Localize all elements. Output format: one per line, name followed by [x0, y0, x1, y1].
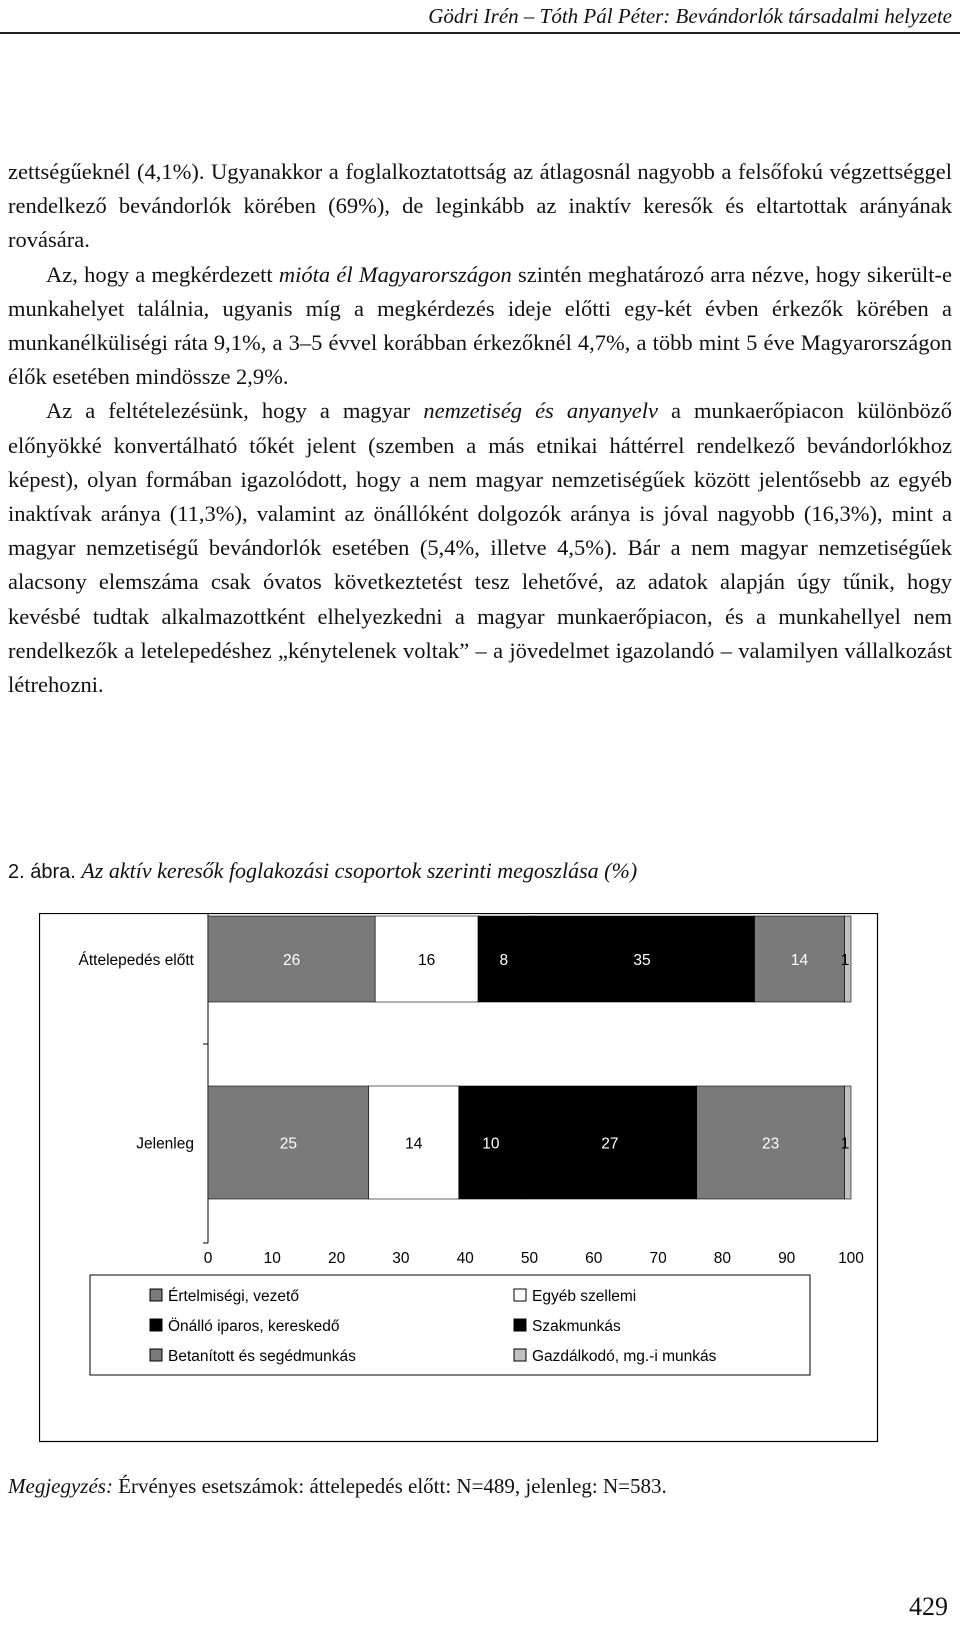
data-label: 8 — [499, 952, 509, 969]
data-label: 25 — [279, 1135, 297, 1153]
legend-swatch — [150, 1319, 162, 1331]
figure-title: Az aktív keresők foglakozási csoportok szerinti megoszlása (%) — [81, 858, 638, 883]
note-text: Érvényes esetszámok: áttelepedés előtt: N=489, jelenleg: N=583. — [112, 1474, 667, 1498]
x-tick-label: 60 — [585, 1250, 603, 1267]
x-tick-label: 80 — [713, 1250, 732, 1267]
legend-swatch — [514, 1349, 526, 1361]
page-number: 429 — [909, 1592, 948, 1621]
paragraph — [8, 394, 952, 702]
x-tick-label: 70 — [649, 1250, 667, 1267]
legend-swatch — [514, 1319, 526, 1331]
legend-label: Szakmunkás — [532, 1318, 621, 1335]
paragraph — [8, 258, 952, 395]
x-tick-label: 0 — [203, 1250, 213, 1267]
stacked-bar-chart — [39, 913, 917, 1443]
paragraph — [8, 155, 952, 258]
figure-number: 2. ábra. — [8, 861, 76, 883]
legend-label: Betanított és segédmunkás — [168, 1348, 356, 1365]
emphasis-text: mióta él Magyarországon — [278, 261, 512, 287]
body-text — [8, 155, 952, 702]
legend-label: Önálló iparos, kereskedő — [168, 1318, 340, 1335]
data-label: 1 — [840, 952, 850, 969]
x-tick-label: 100 — [838, 1250, 864, 1267]
figure-caption — [8, 858, 637, 884]
data-label: 16 — [417, 952, 436, 969]
legend-swatch — [514, 1289, 526, 1301]
category-label: Jelenleg — [136, 1135, 194, 1153]
x-tick-label: 20 — [327, 1250, 346, 1267]
legend-label: Egyéb szellemi — [532, 1288, 637, 1305]
data-label: 35 — [633, 952, 651, 969]
paragraph-text: zettségűeknél (4,1%). Ugyanakkor a foglalkoztatottság az átlagosnál nagyobb a felsőfokú végzettséggel rendelkező bevándorlók körében (69%), de leginkább az inaktív keresők és eltartottak arányának rovására. — [8, 159, 952, 253]
x-tick-label: 40 — [456, 1250, 474, 1267]
paragraph-text: Az, hogy a megkérdezett — [46, 261, 279, 287]
category-label: Áttelepedés előtt — [78, 952, 194, 969]
legend-swatch — [150, 1349, 162, 1361]
running-head: Gödri Irén – Tóth Pál Péter: Bevándorlók társadalmi helyzete — [428, 4, 952, 28]
chart-svg — [39, 913, 917, 1443]
figure-note — [8, 1474, 667, 1499]
legend-label: Értelmiségi, vezető — [168, 1288, 299, 1305]
x-tick-label: 50 — [520, 1250, 539, 1267]
paragraph-text: Az a feltételezésünk, hogy a magyar — [46, 398, 424, 424]
data-label: 26 — [282, 952, 301, 969]
data-label: 1 — [840, 1135, 850, 1153]
x-tick-label: 30 — [392, 1250, 410, 1267]
note-label: Megjegyzés: — [8, 1474, 113, 1498]
header-rule — [0, 32, 960, 34]
emphasis-text: nemzetiség és anyanyelv — [423, 398, 659, 424]
data-label: 27 — [601, 1135, 619, 1153]
paragraph-text: a munkaerőpiacon különböző előnyökké konvertálható tőkét jelent (szemben a más etnikai háttérrel rendelkező bevándorlókhoz képest), olyan formában igazolódott, hogy a nem magyar nemzetiségűek között jelentősebb az egyéb inaktívak aránya (11,3%), valamint az önállóként dolgozók aránya is jóval nagyobb (16,3%), mint a magyar nemzetiségű bevándorlók esetében (5,4%, illetve 4,5%). Bár a nem magyar nemzetiségűek alacsony elemszáma csak óvatos következtetést tesz lehetővé, az adatok alapján úgy tűnik, hogy kevésbé tudtak alkalmazottként elhelyezkedni a magyar munkaerőpiacon, és a munkahellyel nem rendelkezők a letelepedéshez „kénytelenek voltak” – a jövedelmet igazolandó – valamilyen vállalkozást létrehozni. — [8, 398, 952, 698]
legend-label: Gazdálkodó, mg.-i munkás — [532, 1348, 717, 1365]
x-tick-label: 10 — [263, 1250, 281, 1267]
data-label: 14 — [405, 1135, 423, 1153]
legend-swatch — [150, 1289, 162, 1301]
paragraph-text: szintén meghatározó arra nézve, hogy sikerült-e munkahelyet találnia, ugyanis míg a megkérdezés ideje előtti egy-két évben érkezők körében a munkanélküliségi ráta 9,1%, a 3–5 évvel korábban érkezőknél 4,7%, a több mint 5 éve Magyarországon élők esetében mindössze 2,9%. — [8, 261, 952, 390]
x-tick-label: 90 — [778, 1250, 796, 1267]
data-label: 23 — [762, 1135, 780, 1153]
data-label: 10 — [482, 1135, 500, 1153]
data-label: 14 — [790, 952, 809, 969]
